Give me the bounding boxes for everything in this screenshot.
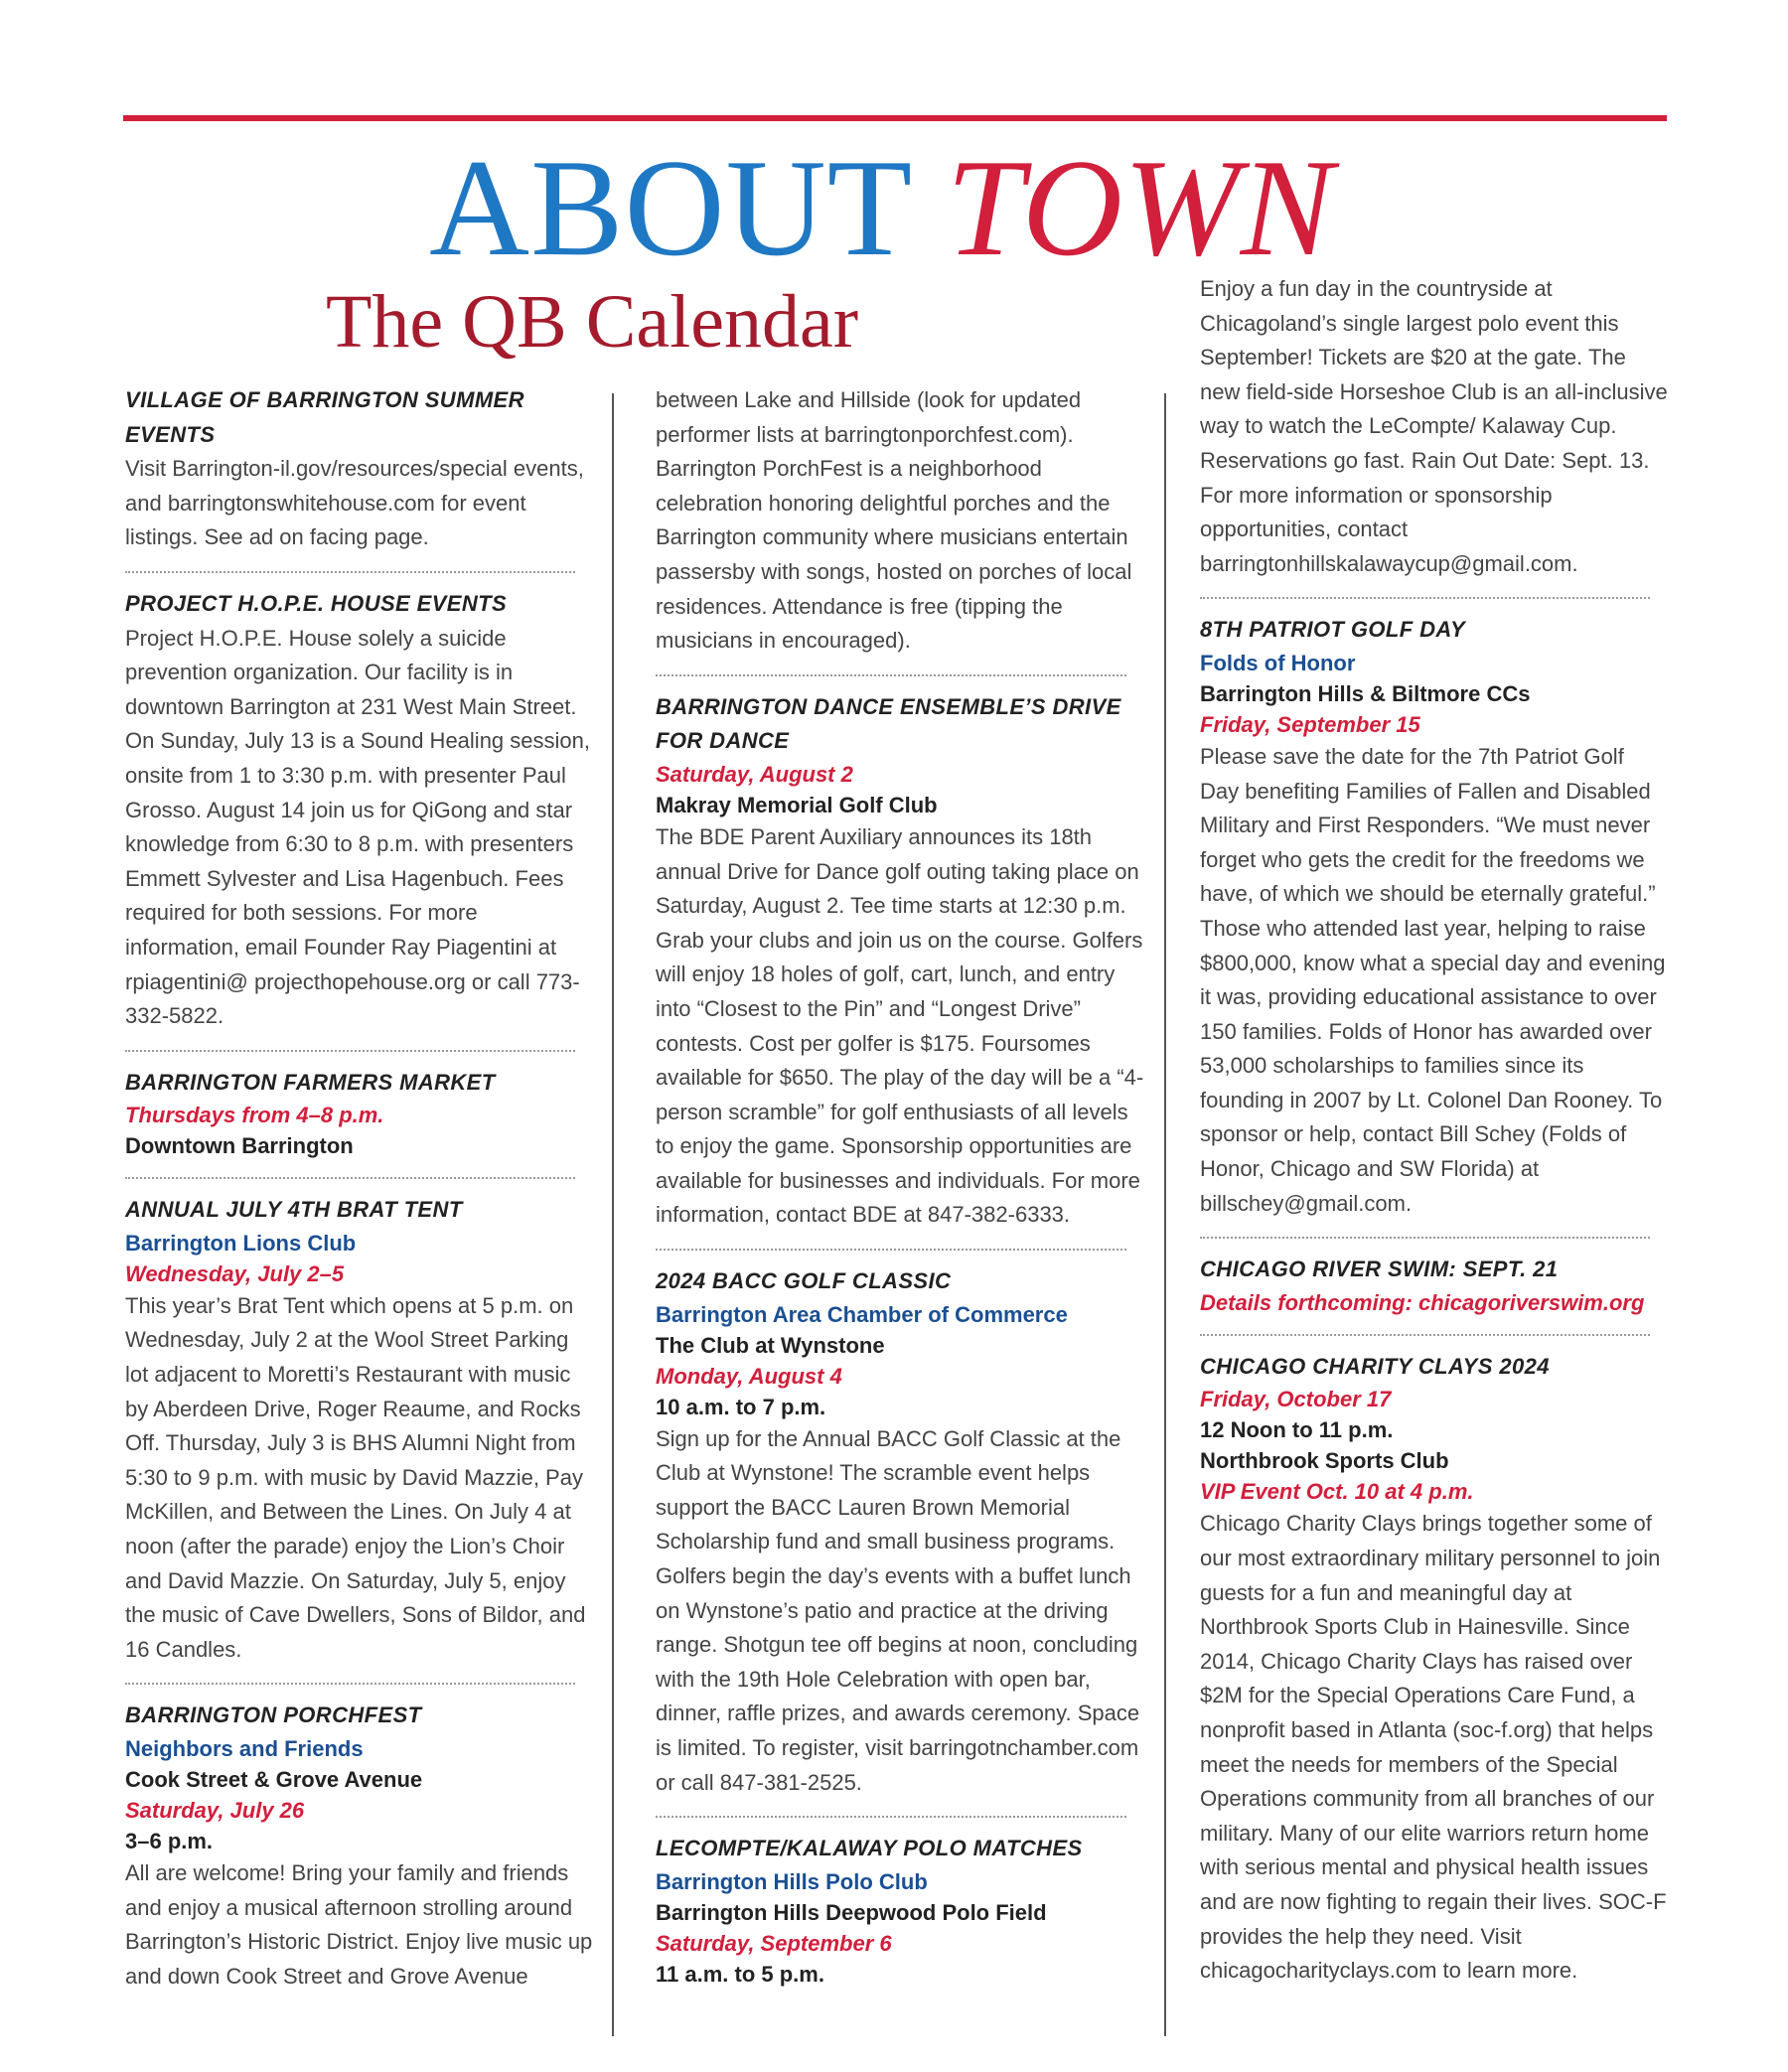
event-title: PROJECT H.O.P.E. HOUSE EVENTS: [125, 590, 508, 616]
event-village-summer-events: [125, 383, 594, 565]
event-body: Project H.O.P.E. House solely a suicide prevention organization. Our facility is in downtown Barrington at 231 West Main Street. On Sunday, July 13 is a Sound Healing session, onsite from 1 to 3:30 p.m. with presenter Paul Grosso. August 14 join us for QiGong and star knowledge from 6:30 to 8 p.m. with presenters Emmett Sylvester and Lisa Hagenbuch. Fees required for both sessions. For more information, email Founder Ray Piagentini at rpiagentini@ projecthopehouse.org or call 773-332-5822.: [125, 625, 590, 1029]
event-title: VILLAGE OF BARRINGTON SUMMER EVENTS: [125, 387, 524, 447]
event-title: CHICAGO RIVER SWIM: SEPT. 21: [1200, 1257, 1559, 1282]
event-organizer: Folds of Honor: [1200, 650, 1356, 675]
event-polo-continued: [1200, 272, 1669, 591]
event-body: Visit Barrington-il.gov/resources/special events, and barringtonswhitehouse.com for event listings. See ad on facing page.: [125, 456, 584, 550]
event-date: Saturday, September 6: [656, 1930, 892, 1956]
column-divider-2: [1164, 393, 1166, 2036]
event-title: BARRINGTON FARMERS MARKET: [125, 1069, 496, 1095]
dotted-separator: [656, 1249, 1126, 1251]
event-body: Enjoy a fun day in the countryside at Chicagoland’s single largest polo event this September! Tickets are $20 at the gate. The new field-side Horseshoe Club is an all-inclusive way to watch the LeCompte/ Kalaway Cup. Reservations go fast. Rain Out Date: Sept. 13. For more information or sponsorship opportunities, contact barringtonhillskalawaycup@gmail.com.: [1200, 276, 1668, 576]
event-body: This year’s Brat Tent which opens at 5 p.m. on Wednesday, July 2 at the Wool Street Parking lot adjacent to Moretti’s Restaurant with music by Aberdeen Drive, Roger Reaume, and Rocks Off. Thursday, July 3 is BHS Alumni Night from 5:30 to 9 p.m. with music by David Mazzie, Pay McKillen, and Between the Lines. On July 4 at noon (after the parade) enjoy the Lion’s Choir and David Mazzie. On Saturday, July 5, enjoy the music of Cave Dwellers, Sons of Bildor, and 16 Candles.: [125, 1292, 586, 1662]
event-organizer: Barrington Hills Polo Club: [656, 1868, 928, 1894]
event-date: Friday, September 15: [1200, 711, 1420, 737]
event-date: Saturday, July 26: [125, 1798, 305, 1823]
dotted-separator: [125, 1177, 575, 1179]
event-time: 10 a.m. to 7 p.m.: [656, 1394, 826, 1419]
event-date: Thursdays from 4–8 p.m.: [125, 1103, 384, 1128]
event-location: The Club at Wynstone: [656, 1332, 885, 1358]
event-porchfest: [125, 1699, 594, 2003]
event-body: Chicago Charity Clays brings together some of our most extraordinary military personnel to join guests for a fun and meaningful day at Northbrook Sports Club in Hainesville. Since 2014, Chicago Charity Clays has raised over $2M for the Special Operations Care Fund, a nonprofit based in Atlanta (soc-f.org) that helps meet the needs for members of the Special Operations community from all branches of our military. Many of our elite warriors return home with serious mental and physical health issues and are now fighting to regain their lives. SOC-F provides the help they need. Visit chicagocharityclays.com to learn more.: [1200, 1511, 1667, 1984]
event-time: 11 a.m. to 5 p.m.: [656, 1961, 824, 1987]
page-subtitle: The QB Calendar: [326, 280, 859, 364]
event-porchfest-continued: [656, 383, 1146, 668]
title-word-about: ABOUT: [429, 131, 911, 285]
event-project-hope: [125, 587, 594, 1044]
event-date: Details forthcoming: chicagoriverswim.org: [1200, 1289, 1645, 1315]
event-drive-for-dance: [656, 690, 1146, 1243]
calendar-column-3: [1200, 272, 1669, 1998]
title-word-town: TOWN: [946, 131, 1335, 285]
event-location: Barrington Hills & Biltmore CCs: [1200, 680, 1531, 706]
event-location: Downtown Barrington: [125, 1133, 354, 1159]
dotted-separator: [1200, 597, 1650, 599]
event-brat-tent: [125, 1193, 594, 1677]
dotted-separator: [125, 1050, 575, 1052]
event-body: between Lake and Hillside (look for updated performer lists at barringtonporchfest.com). Barrington PorchFest is a neighborhood celebration honoring delightful porches and the Barrington community where musicians entertain passersby with songs, hosted on porches of local residences. Attendance is free (tipping the musicians in encouraged).: [656, 387, 1132, 654]
event-title: 8TH PATRIOT GOLF DAY: [1200, 617, 1466, 643]
column-divider-1: [612, 393, 614, 2036]
event-date: Monday, August 4: [656, 1363, 842, 1389]
event-location: Cook Street & Grove Avenue: [125, 1767, 423, 1792]
event-charity-clays: [1200, 1350, 1669, 1998]
event-body: All are welcome! Bring your family and friends and enjoy a musical afternoon strolling around Barrington’s Historic District. Enjoy live music up and down Cook Street and Grove Avenue: [125, 1860, 593, 1989]
event-polo-matches: [656, 1832, 1146, 1999]
event-title: CHICAGO CHARITY CLAYS 2024: [1200, 1353, 1550, 1379]
dotted-separator: [1200, 1237, 1650, 1239]
event-location: Northbrook Sports Club: [1200, 1448, 1449, 1474]
event-title: 2024 BACC GOLF CLASSIC: [656, 1268, 952, 1294]
dotted-separator: [656, 1816, 1126, 1818]
calendar-column-1: [125, 383, 594, 2003]
event-patriot-golf-day: [1200, 613, 1669, 1231]
event-title: LECOMPTE/KALAWAY POLO MATCHES: [656, 1836, 1083, 1861]
event-time: 12 Noon to 11 p.m.: [1200, 1417, 1394, 1443]
dotted-separator: [125, 571, 575, 573]
top-rule: [123, 115, 1667, 121]
event-date: Wednesday, July 2–5: [125, 1260, 345, 1286]
event-location: Makray Memorial Golf Club: [656, 792, 938, 817]
page-title: [429, 131, 1335, 285]
event-organizer: Neighbors and Friends: [125, 1736, 364, 1761]
event-river-swim: [1200, 1253, 1669, 1328]
event-location: Barrington Hills Deepwood Polo Field: [656, 1899, 1047, 1925]
event-title: BARRINGTON PORCHFEST: [125, 1702, 422, 1728]
event-date: Friday, October 17: [1200, 1387, 1392, 1412]
event-date: Saturday, August 2: [656, 761, 853, 787]
event-vip-date: VIP Event Oct. 10 at 4 p.m.: [1200, 1479, 1474, 1505]
event-title: BARRINGTON DANCE ENSEMBLE’S DRIVE FOR DANCE: [656, 693, 1121, 754]
calendar-column-2: [656, 383, 1146, 1999]
event-organizer: Barrington Lions Club: [125, 1230, 357, 1256]
event-farmers-market: [125, 1066, 594, 1172]
event-body: Please save the date for the 7th Patriot Golf Day benefiting Families of Fallen and Disabled Military and First Responders. “We must never forget who gets the credit for the freedoms we have, of which we should be eternally grateful.” Those who attended last year, helping to raise $800,000, know what a special day and evening it was, providing educational assistance to over 150 families. Folds of Honor has awarded over 53,000 scholarships to families since its founding in 2007 by Lt. Colonel Dan Rooney. To sponsor or help, contact Bill Schey (Folds of Honor, Chicago and SW Florida) at billschey@gmail.com.: [1200, 743, 1666, 1216]
event-title: ANNUAL JULY 4TH BRAT TENT: [125, 1197, 463, 1223]
dotted-separator: [125, 1683, 575, 1685]
event-time: 3–6 p.m.: [125, 1829, 214, 1853]
event-body: The BDE Parent Auxiliary announces its 18th annual Drive for Dance golf outing taking place on Saturday, August 2. Tee time starts at 12:30 p.m. Grab your clubs and join us on the course. Golfers will enjoy 18 holes of golf, cart, lunch, and entry into “Closest to the Pin” and “Longest Drive” contests. Cost per golfer is $175. Foursomes available for $650. The play of the day will be a “4-person scramble” for golf enthusiasts of all levels to enjoy the game. Sponsorship opportunities are available for businesses and individuals. For more information, contact BDE at 847-382-6333.: [656, 823, 1144, 1228]
event-body: Sign up for the Annual BACC Golf Classic at the Club at Wynstone! The scramble event helps support the BACC Lauren Brown Memorial Scholarship fund and small business programs. Golfers begin the day’s events with a buffet lunch on Wynstone’s patio and practice at the driving range. Shotgun tee off begins at noon, concluding with the 19th Hole Celebration with open bar, dinner, raffle prizes, and awards ceremony. Space is limited. To register, visit barringotnchamber.com or call 847-381-2525.: [656, 1425, 1140, 1795]
dotted-separator: [1200, 1334, 1650, 1336]
event-bacc-golf-classic: [656, 1264, 1146, 1810]
event-organizer: Barrington Area Chamber of Commerce: [656, 1301, 1068, 1327]
dotted-separator: [656, 674, 1126, 676]
